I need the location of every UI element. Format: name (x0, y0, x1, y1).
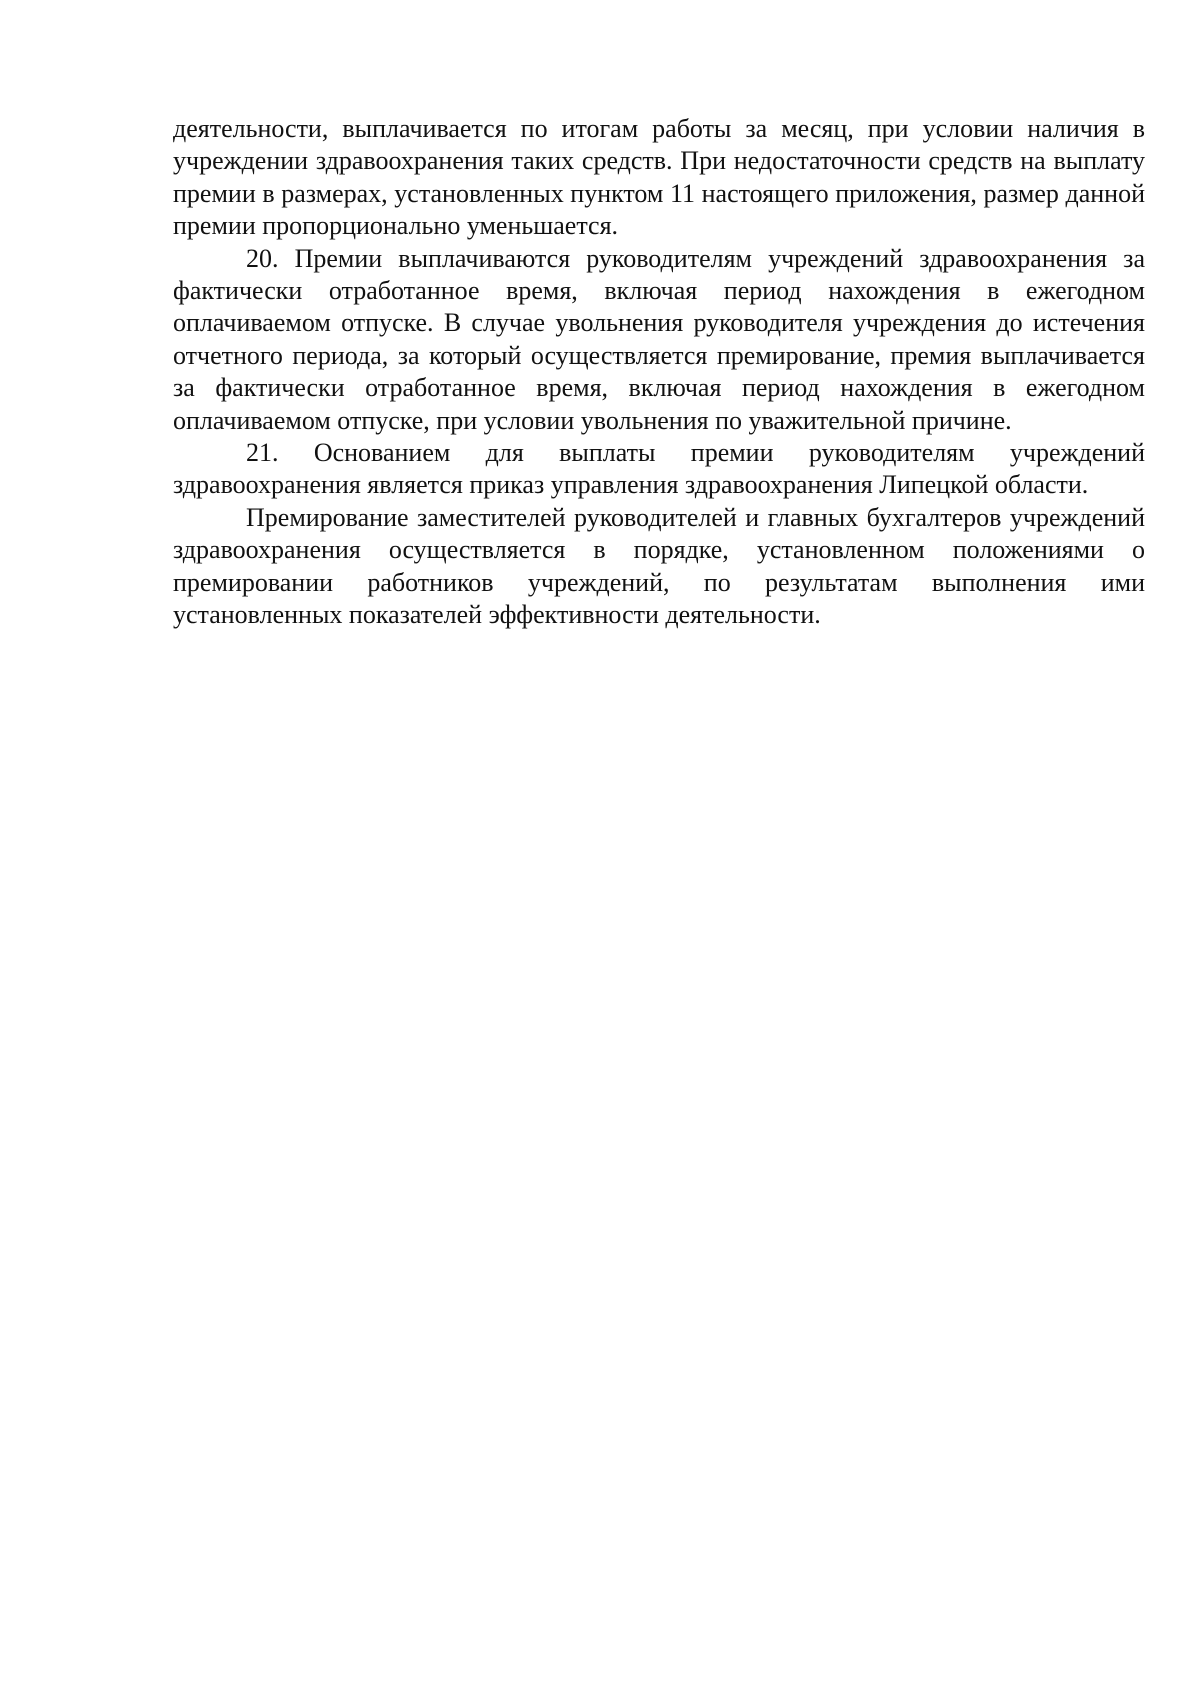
document-body (173, 113, 1145, 632)
paragraph-item-20: 20. Премии выплачиваются руководителям учреждений здравоохранения за фактически отработанное время, включая период нахождения в ежегодном оплачиваемом отпуске. В случае увольнения руководителя учреждения до истечения отчетного периода, за который осуществляется премирование, премия выплачивается за фактически отработанное время, включая период нахождения в ежегодном оплачиваемом отпуске, при условии увольнения по уважительной причине. (173, 243, 1145, 435)
paragraph-deputies-bonus: Премирование заместителей руководителей и главных бухгалтеров учреждений здравоохранения осуществляется в порядке, установленном положениями о премировании работников учреждений, по результатам выполнения ими установленных показателей эффективности деятельности. (173, 502, 1145, 630)
paragraph-item-21: 21. Основанием для выплаты премии руководителям учреждений здравоохранения является приказ управления здравоохранения Липецкой области. (173, 438, 1145, 500)
paragraph-continuation: деятельности, выплачивается по итогам работы за месяц, при условии наличия в учреждении здравоохранения таких средств. При недостаточности средств на выплату премии в размерах, установленных пунктом 11 настоящего приложения, размер данной премии пропорционально уменьшается. (173, 114, 1145, 241)
